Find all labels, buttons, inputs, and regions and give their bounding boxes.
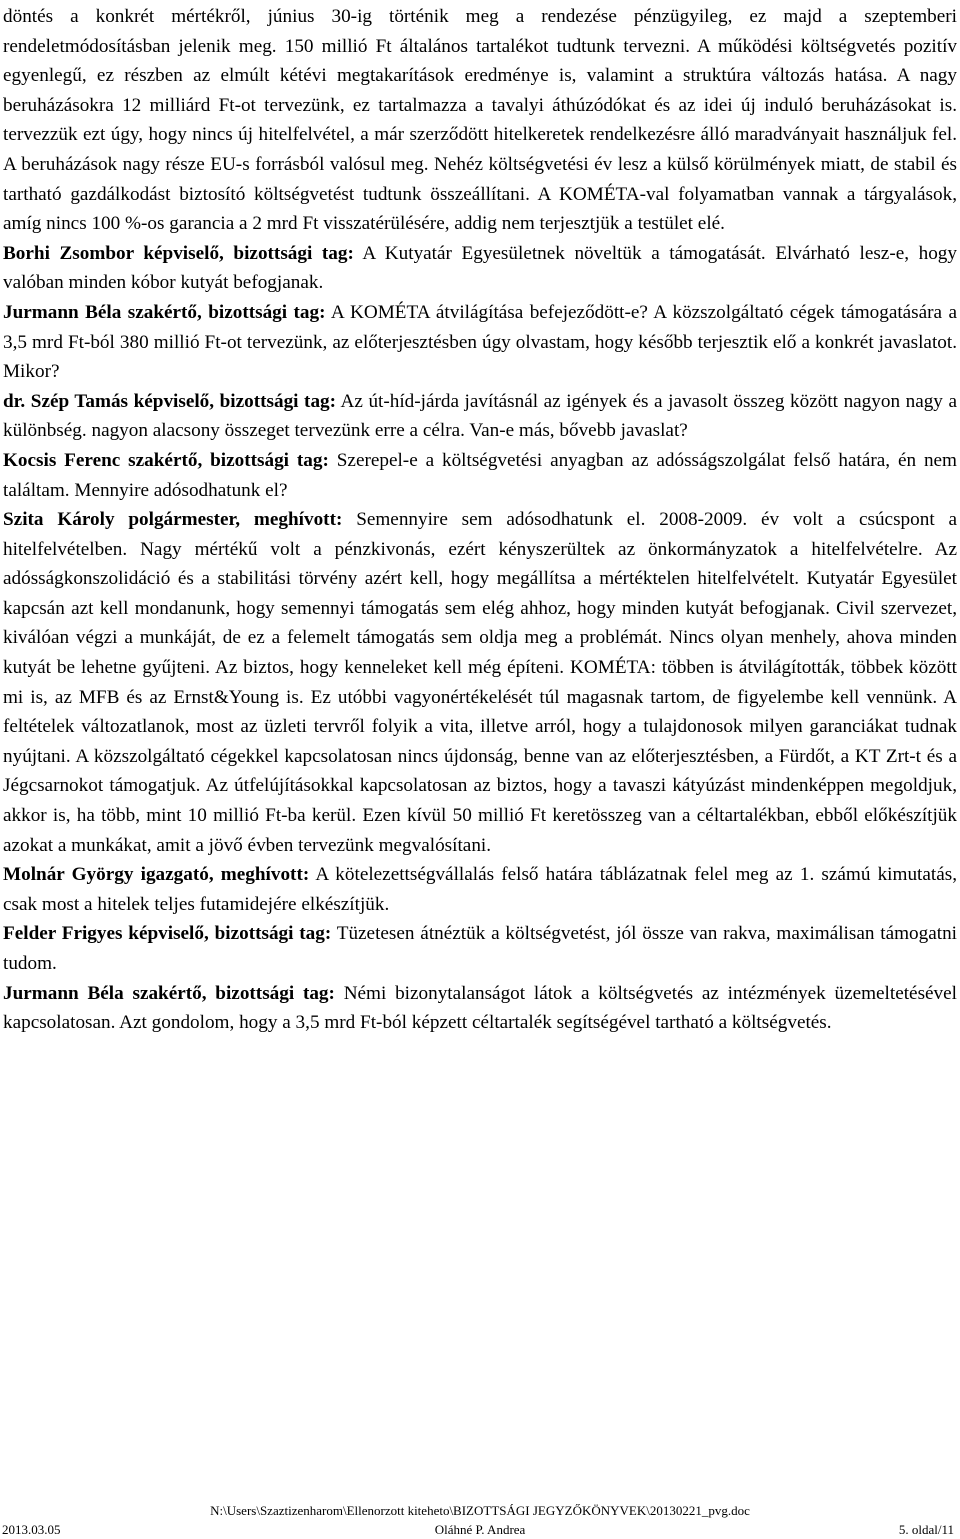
speaker-name: Jurmann Béla szakértő, bizottsági tag:: [3, 982, 335, 1004]
footer-date: 2013.03.05: [2, 1522, 61, 1537]
speaker-name: dr. Szép Tamás képviselő, bizottsági tag:: [3, 390, 337, 412]
speaker-name: Molnár György igazgató, meghívott:: [3, 864, 310, 886]
speaker-name: Jurmann Béla szakértő, bizottsági tag:: [3, 301, 326, 323]
speaker-name: Borhi Zsombor képviselő, bizottsági tag:: [3, 242, 354, 264]
speaker-text: Az út-híd-járda javításnál az igények és a javasolt összeg között nagyon nagy a különbség. nagyon alacsony összeget tervezünk erre a célra. Van-e más, bővebb javaslat?: [3, 390, 957, 442]
entry-jurmann-1: [3, 298, 957, 387]
speaker-name: Felder Frigyes képviselő, bizottsági tag:: [3, 923, 332, 945]
entry-jurmann-2: [3, 979, 957, 1038]
speaker-text: A kötelezettségvállalás felső határa táblázatnak felel meg az 1. számú kimutatás, csak most a hitelek teljes futamidejére elkészítjük.: [3, 864, 957, 915]
intro-paragraph: döntés a konkrét mértékről, június 30-ig történik meg a rendezése pénzügyileg, ez majd a szeptemberi rendeletmódosításban jelenik meg. 150 millió Ft általános tartalékot tudtunk tervezni. A működési költségvetés pozitív egyenlegű, ez részben az elmúlt kétévi megtakarítások eredménye is, valamint a struktúra változás hatása. A nagy beruházásokra 12 milliárd Ft-ot tervezünk, ez tartalmazza a tavalyi áthúzódókat és az idei új induló beruházásokat is. tervezzük ezt úgy, hogy nincs új hitelfelvétel, a már szerződött hitelkeretek rendelkezésre álló maradványait használjuk fel. A beruházások nagy része EU-s forrásból valósul meg. Nehéz költségvetési év lesz a külső körülmények miatt, de stabil és tartható gazdálkodást biztosító költségvetést tudtunk összeállítani. A KOMÉTA-val folyamatban vannak a tárgyalások, amíg nincs 100 %-os garancia a 2 mrd Ft visszatérülésére, addig nem terjesztjük a testület elé.: [3, 6, 957, 235]
speaker-name: Szita Károly polgármester, meghívott:: [3, 509, 343, 531]
entry-borhi: [3, 239, 957, 298]
footer-page-number: 5. oldal/11: [898, 1522, 954, 1537]
entry-felder: [3, 919, 957, 978]
speaker-text: Szerepel-e a költségvetési anyagban az adósságszolgálat felső határa, én nem találtam. Mennyire adósodhatunk el?: [3, 449, 957, 501]
entry-szep: [3, 387, 957, 446]
speaker-name: Kocsis Ferenc szakértő, bizottsági tag:: [3, 449, 329, 471]
entry-molnar: [3, 860, 957, 919]
speaker-text: Tüzetesen átnéztük a költségvetést, jól össze van rakva, maximálisan támogatni tudom.: [3, 923, 957, 974]
speaker-text: Némi bizonytalanságot látok a költségvetés az intézmények üzemeltetésével kapcsolatosan. Azt gondolom, hogy a 3,5 mrd Ft-ból képzett céltartalék segítségével tartható a költségvetés.: [3, 982, 957, 1034]
speaker-text: Semennyire sem adósodhatunk el. 2008-2009. év volt a csúcspont a hitelfelvételben. Nagy mértékű volt a pénzkivonás, ezért kényszerültek az önkormányzatok a hitelfelvételre. Az adósságkonszolidáció és a stabilitási törvény azért kell, hogy megállítsa a mértéktelen hitelfelvételt. Kutyatár Egyesület kapcsán azt kell mondanunk, hogy semennyi támogatás sem elég ahhoz, hogy minden kutyát befogjanak. Civil szervezet, kiválóan végzi a munkáját, de ez a felemelt támogatás sem oldja meg a problémát. Nincs olyan menhely, ahova minden kutyát be lehetne gyűjteni. Az biztos, hogy kenneleket kell még építeni. KOMÉTA: többen is átvilágították, többek között mi is, az MFB és az Ernst&Young is. Ez utóbbi vagyonértékelését túl magasnak tartom, de figyelembe kell vennünk. A feltételek változatlanok, most az üzleti tervről folyik a vita, illetve arról, hogy a tulajdonosok milyen garanciákat tudnak nyújtani. A közszolgáltató cégekkel kapcsolatosan nincs újdonság, benne van az előterjesztésben, a Fürdőt, a KT Zrt-t és a Jégcsarnokot támogatjuk. Az útfelújításokkal kapcsolatosan az biztos, hogy a tavaszi kátyúzást mindenképpen megoldjuk, akkor is, ha több, mint 10 millió Ft-ba kerül. Ezen kívül 50 millió Ft keretösszeg van a céltartalékban, ebből előkészítjük azokat a munkákat, amit a jövő évben tervezünk megvalósítani.: [3, 509, 957, 856]
footer-author: Oláhné P. Andrea: [434, 1522, 526, 1537]
minutes-body: [3, 2, 957, 1038]
speaker-text: A KOMÉTA átvilágítása befejeződött-e? A közszolgáltató cégek támogatására a 3,5 mrd Ft-ból 380 millió Ft-ot tervezünk, az előterjesztésben úgy olvastam, hogy később terjesztik elő a konkrét javaslatot. Mikor?: [3, 301, 957, 383]
entry-szita: [3, 505, 957, 860]
page-footer: [0, 1520, 960, 1538]
entry-kocsis: [3, 446, 957, 505]
footer-file-path: N:\Users\Szaztizenharom\Ellenorzott kiteheto\BIZOTTSÁGI JEGYZŐKÖNYVEK\20130221_pvg.doc: [210, 1503, 750, 1518]
speaker-text: A Kutyatár Egyesületnek növeltük a támogatását. Elvárható lesz-e, hogy valóban minden kóbor kutyát befogjanak.: [3, 242, 957, 294]
